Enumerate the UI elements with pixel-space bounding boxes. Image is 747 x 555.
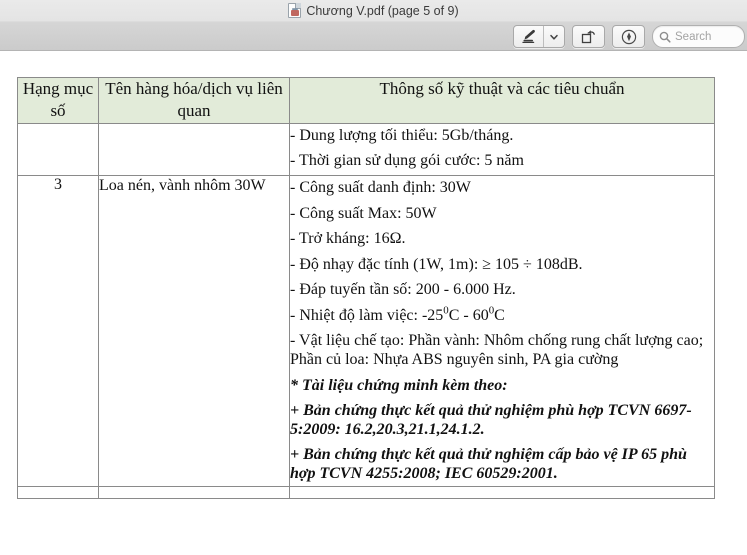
rotate-right-icon: [580, 28, 597, 45]
spec-line: - Đáp tuyến tần số: 200 - 6.000 Hz.: [290, 281, 516, 299]
cell-specifications: [290, 175, 715, 486]
cell-goods-name: [99, 486, 290, 498]
search-field[interactable]: [652, 25, 745, 48]
temp-degree-1: 0: [443, 304, 449, 317]
spec-line: - Dung lượng tối thiểu: 5Gb/tháng.: [290, 126, 514, 144]
cell-specifications: [290, 486, 715, 498]
pdf-toolbar: [0, 22, 747, 51]
spec-line: - Công suất danh định: 30W: [290, 178, 471, 196]
window-title-text: Chương V.pdf (page 5 of 9): [306, 3, 459, 18]
annotate-button[interactable]: [612, 25, 645, 48]
spec-line: - Vật liệu chế tạo: Phần vành: Nhôm chống rung chất lượng cao; Phần củ loa: Nhựa ABS nguyên sinh, PA gia cường: [290, 332, 704, 368]
column-header-specifications: Thông số kỹ thuật và các tiêu chuẩn: [290, 78, 715, 124]
chevron-down-icon: [549, 32, 559, 42]
specification-table: [17, 77, 715, 499]
cell-item-number: [18, 123, 99, 175]
marker-pen-icon: [520, 28, 537, 45]
table-row: [18, 123, 715, 175]
temp-part-2: C - 60: [448, 306, 489, 324]
spec-line: - Công suất Max: 50W: [290, 204, 437, 222]
spec-line-note: + Bản chứng thực kết quả thử nghiệm cấp bảo vệ IP 65 phù hợp TCVN 4255:2008; IEC 60529:2001.: [290, 445, 687, 482]
cell-item-number: [18, 486, 99, 498]
table-row: [18, 175, 715, 486]
spec-line-note: * Tài liệu chứng minh kèm theo:: [290, 377, 508, 395]
table-body: [18, 123, 715, 498]
search-placeholder: Search: [675, 30, 712, 43]
markup-button[interactable]: [514, 26, 543, 47]
toolbar-right-group: [513, 24, 745, 49]
window-title-bar: [0, 0, 747, 22]
pdf-page: [0, 51, 747, 555]
cell-specifications: [290, 123, 715, 175]
temp-degree-2: 0: [488, 304, 495, 317]
table-header: [18, 78, 715, 124]
table-header-row: [18, 78, 715, 124]
pdf-document-area[interactable]: [0, 51, 747, 555]
markup-dropdown-button[interactable]: [544, 26, 564, 47]
temp-part-3: C: [494, 306, 505, 324]
spec-line: - Trở kháng: 16Ω.: [290, 230, 406, 248]
temp-part-1: - Nhiệt độ làm việc: -25: [290, 306, 444, 324]
column-header-goods-name: Tên hàng hóa/dịch vụ liên quan: [99, 78, 290, 124]
spec-line: - Thời gian sử dụng gói cước: 5 năm: [290, 152, 524, 170]
table-row: [18, 486, 715, 498]
cell-item-number: 3: [18, 175, 99, 486]
window-title-wrap: [288, 3, 458, 18]
cell-goods-name: Loa nén, vành nhôm 30W: [99, 175, 290, 486]
markup-tool-group: [513, 25, 565, 48]
spec-line-note: + Bản chứng thực kết quả thử nghiệm phù hợp TCVN 6697-5:2009: 16.2,20.3,21.1,24.1.2.: [290, 402, 692, 439]
pdf-file-icon: [288, 3, 301, 18]
search-icon: [659, 31, 671, 43]
spec-line: - Độ nhạy đặc tính (1W, 1m): ≥ 105 ÷ 108dB.: [290, 255, 583, 273]
cell-goods-name: [99, 123, 290, 175]
column-header-item-number: Hạng mục số: [18, 78, 99, 124]
spec-line-temperature: [290, 304, 714, 330]
redact-circle-icon: [620, 28, 638, 46]
rotate-button[interactable]: [572, 25, 605, 48]
